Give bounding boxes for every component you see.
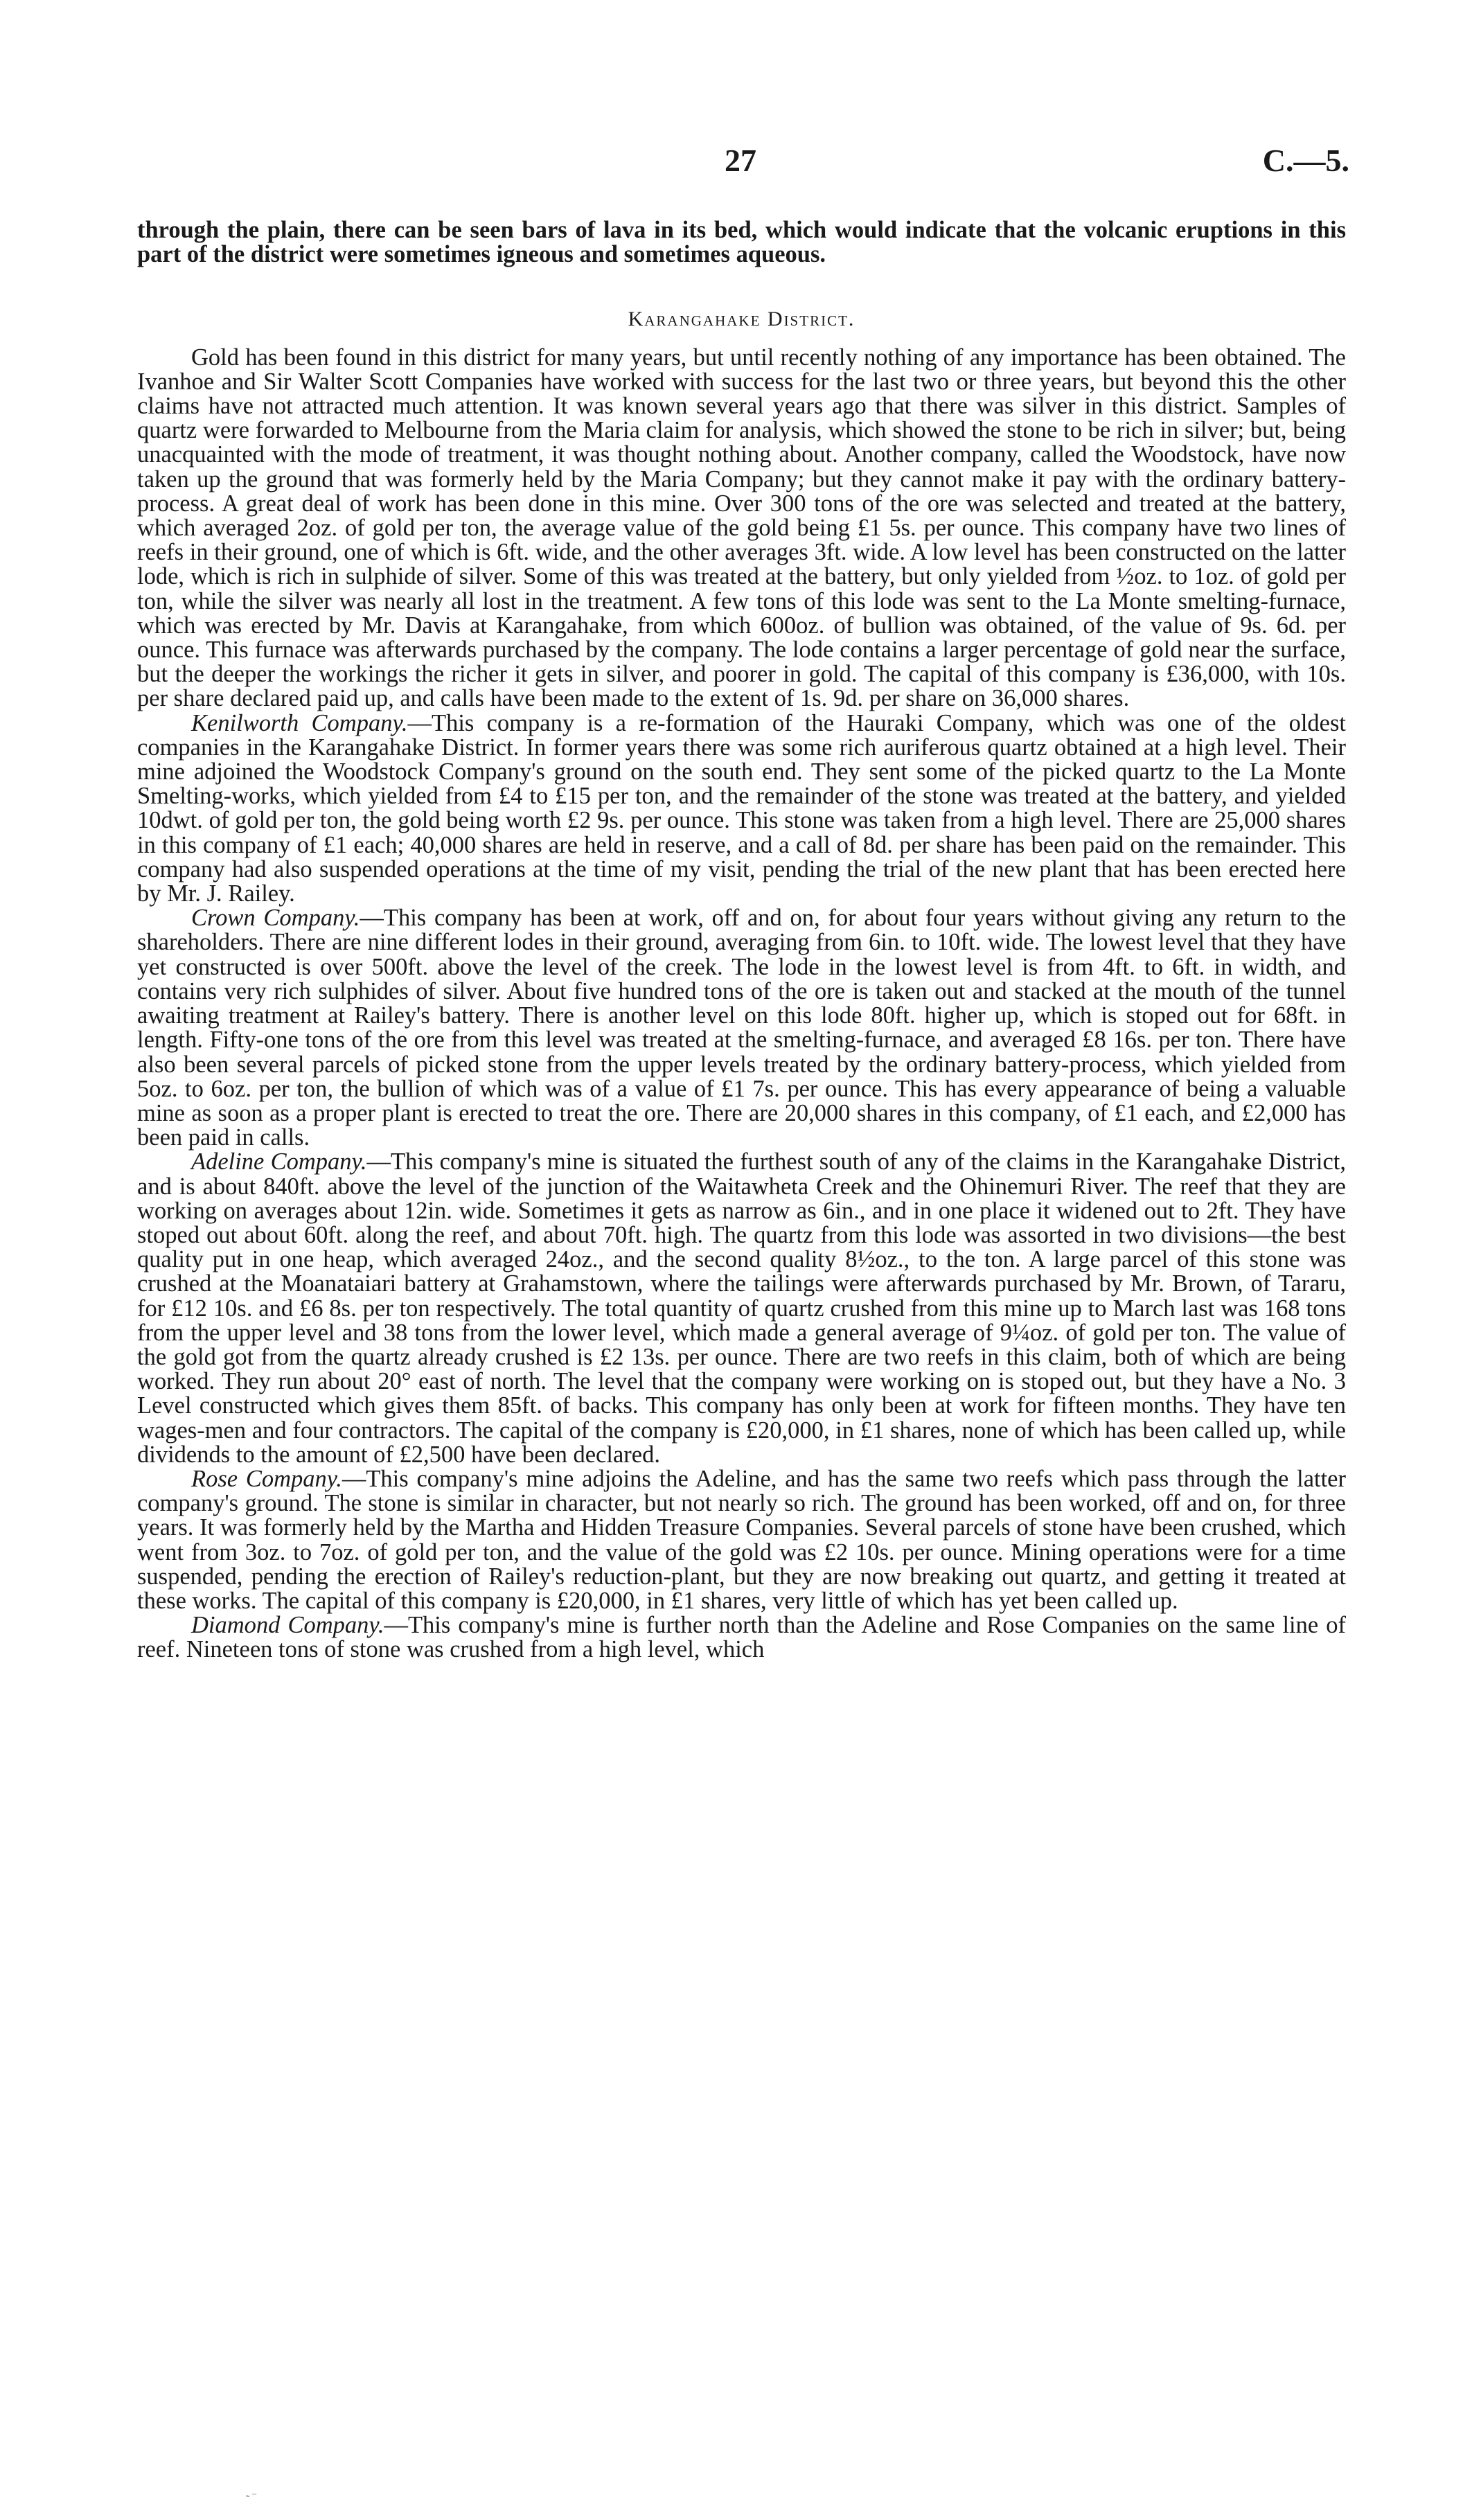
- paragraph-kenilworth: [137, 711, 1346, 907]
- paragraph-text: Gold has been found in this district for many years, but until recently nothing of any importance has been obtained. The Ivanhoe and Sir Walter Scott Companies have worked with success for the last two or three years, but beyond this the other claims have not attracted much attention. It was known several years ago that there was silver in this district. Samples of quartz were forwarded to Melbourne from the Maria claim for analysis, which showed the stone to be rich in silver; but, being unacquainted with the mode of treatment, it was thought nothing about. Another company, called the Woodstock, have now taken up the ground that was formerly held by the Maria Company; but they cannot make it pay with the ordinary battery-process. A great deal of work has been done in this mine. Over 300 tons of the ore was selected and treated at the battery, which averaged 2oz. of gold per ton, the average value of the gold being £1 5s. per ounce. This company have two lines of reefs in their ground, one of which is 6ft. wide, and the other averages 3ft. wide. A low level has been constructed on the latter lode, which is rich in sulphide of silver. Some of this was treated at the battery, but only yielded from ½oz. to 1oz. of gold per ton, while the silver was nearly all lost in the treatment. A few tons of this lode was sent to the La Monte smelting-furnace, which was erected by Mr. Davis at Karangahake, from which 600oz. of bullion was obtained, of the value of 9s. 6d. per ounce. This furnace was afterwards purchased by the company. The lode contains a larger percentage of gold near the surface, but the deeper the workings the richer it gets in silver, and poorer in gold. The capital of this company is £36,000, with 10s. per share declared paid up, and calls have been made to the extent of 1s. 9d. per share on 36,000 shares.: [137, 344, 1346, 712]
- paragraph-diamond: [137, 1613, 1346, 1662]
- company-name: Kenilworth Company.: [191, 709, 408, 736]
- page-number: 27: [725, 143, 756, 178]
- section-heading: Karangahake District.: [628, 308, 855, 331]
- company-name: Adeline Company.: [191, 1148, 367, 1175]
- document-reference: C.—5.: [1262, 143, 1349, 178]
- paragraph-text: —This company is a re-formation of the Hauraki Company, which was one of the oldest companies in the Karangahake District. In former years there was some rich auriferous quartz obtained at a high level. Their mine adjoined the Woodstock Company's ground on the south end. They sent some of the picked quartz to the La Monte Smelting-works, which yielded from £4 to £15 per ton, and the remainder of the stone was treated at the battery, and yielded 10dwt. of gold per ton, the gold being worth £2 9s. per ounce. This stone was taken from a high level. There are 25,000 shares in this company of £1 each; 40,000 shares are held in reserve, and a call of 8d. per share has been paid on the remainder. This company had also suspended operations at the time of my visit, pending the trial of the new plant that has been erected here by Mr. J. Railey.: [137, 709, 1346, 907]
- paragraph-rose: [137, 1467, 1346, 1613]
- company-name: Crown Company.: [191, 905, 360, 932]
- paragraph-text: —This company's mine is situated the furthest south of any of the claims in the Karangahake District, and is about 840ft. above the level of the junction of the Waitawheta Creek and the Ohinemuri River. The reef that they are working on averages about 12in. wide. Sometimes it gets as narrow as 6in., and in one place it widened out to 2ft. They have stoped out about 60ft. along the reef, and about 70ft. high. The quartz from this lode was assorted in two divisions—the best quality put in one heap, which averaged 24oz., and the second quality 8½oz., to the ton. A large parcel of this stone was crushed at the Moanataiari battery at Grahamstown, where the tailings were afterwards purchased by Mr. Brown, of Tararu, for £12 10s. and £6 8s. per ton respectively. The total quantity of quartz crushed from this mine up to March last was 168 tons from the upper level and 38 tons from the lower level, which made a general average of 9¼oz. of gold per ton. The value of the gold got from the quartz already crushed is £2 13s. per ounce. There are two reefs in this claim, both of which are being worked. They run about 20° east of north. The level that the company were working on is stoped out, but they have a No. 3 Level constructed which gives them 85ft. of backs. This company has only been at work for fifteen months. They have ten wages-men and four contractors. The capital of the company is £20,000, in £1 shares, none of which has been called up, while dividends to the amount of £2,500 have been declared.: [137, 1148, 1346, 1468]
- paragraph-adeline: [137, 1150, 1346, 1467]
- paragraph-text: —This company has been at work, off and on, for about four years without giving any return to the shareholders. There are nine different lodes in their ground, averaging from 6in. to 10ft. wide. The lowest level that they have yet constructed is over 500ft. above the level of the creek. The lode in the lowest level is from 4ft. to 6ft. in width, and contains very rich sulphides of silver. About five hundred tons of the ore is taken out and stacked at the mouth of the tunnel awaiting treatment at Railey's battery. There is another level on this lode 80ft. higher up, which is stoped out for 68ft. in length. Fifty-one tons of the ore from this level was treated at the smelting-furnace, and averaged £8 16s. per ton. There have also been several parcels of picked stone from the upper levels treated by the ordinary battery-process, which yielded from 5oz. to 6oz. per ton, the bullion of which was of a value of £1 7s. per ounce. This has every appearance of being a valuable mine as soon as a proper plant is erected to treat the ore. There are 20,000 shares in this company, of £1 each, and £2,000 has been paid in calls.: [137, 905, 1346, 1151]
- intro-paragraph: through the plain, there can be seen bars of lava in its bed, which would indicate that the volcanic eruptions in this part of the district were sometimes igneous and sometimes aqueous.: [137, 217, 1346, 268]
- company-name: Rose Company.: [191, 1465, 342, 1492]
- paragraph-text: —This company's mine adjoins the Adeline, and has the same two reefs which pass through the latter company's ground. The stone is similar in character, but not nearly so rich. The ground has been worked, off and on, for three years. It was formerly held by the Martha and Hidden Treasure Companies. Several parcels of stone have been crushed, which went from 3oz. to 7oz. of gold per ton, and the value of the gold was £2 10s. per ounce. Mining operations were for a time suspended, pending the erection of Railey's reduction-plant, but they are now breaking out quartz, and getting it treated at these works. The capital of this company is £20,000, in £1 shares, very little of which has yet been called up.: [137, 1465, 1346, 1614]
- paragraph-text: —This company's mine is further north than the Adeline and Rose Companies on the same line of reef. Nineteen tons of stone was crushed from a high level, which: [137, 1612, 1347, 1663]
- paragraph-general: [137, 346, 1346, 711]
- scan-artifact-mark: ˜ ‾: [246, 2494, 256, 2505]
- paragraph-crown: [137, 906, 1346, 1150]
- company-name: Diamond Company.: [191, 1612, 384, 1639]
- body-text: [137, 218, 1346, 1662]
